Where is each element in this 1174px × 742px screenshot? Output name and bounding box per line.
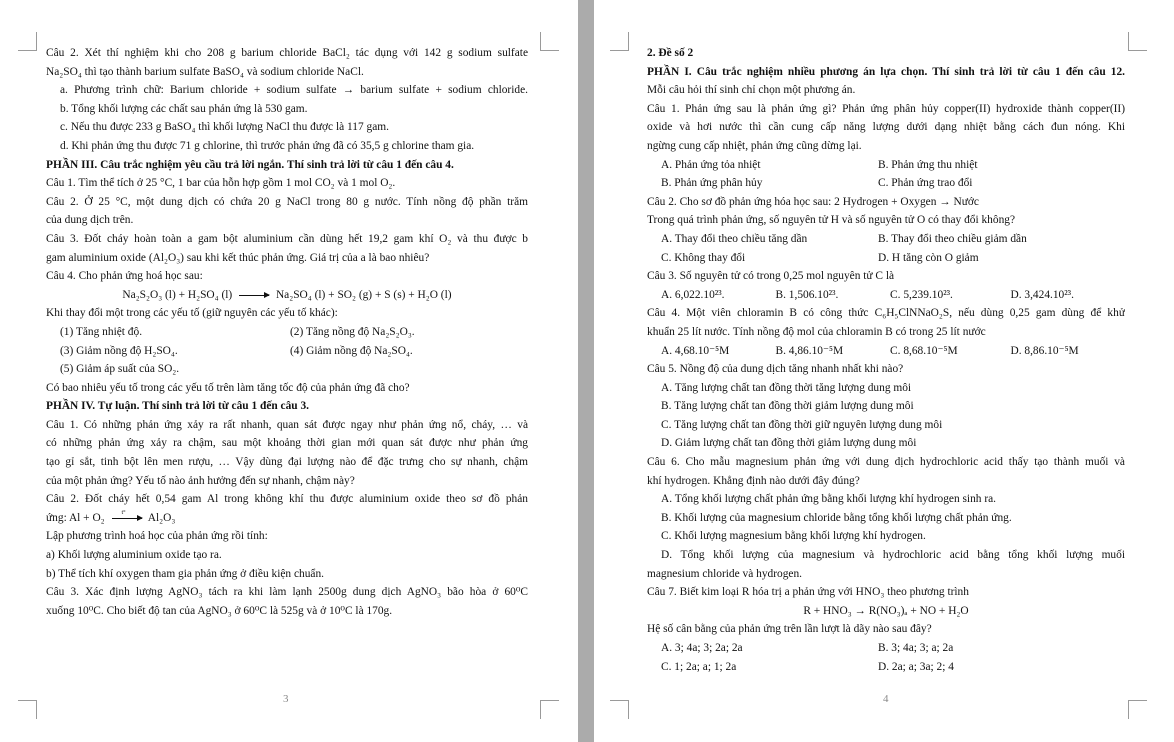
text-line: magnesium chloride và hydrogen.	[647, 567, 802, 580]
page-number: 4	[883, 693, 889, 705]
text-line: c. Nếu thu được 233 g BaSO₄ thì khối lượng NaCl thu được là 117 gam.	[60, 121, 389, 134]
text-line: d. Khi phản ứng thu được 71 g chlorine, thì trước phản ứng đã có 35,5 g chlorine tham gia.	[60, 139, 475, 152]
text-line: Có bao nhiêu yếu tố trong các yếu tố trên làm tăng tốc độ của phản ứng đã cho?	[46, 381, 410, 394]
equation: R + HNO₃ → R(NO₃)ₐ + NO + H₂O	[803, 604, 969, 617]
answer-option: B. Thay đổi theo chiều giảm dần	[878, 232, 1027, 245]
answer-option: B. 3; 4a; 3; a; 2a	[878, 642, 954, 654]
text-line: Câu 1. Tìm thể tích ở 25 °C, 1 bar của hỗn hợp gồm 1 mol CO₂ và 1 mol O₂.	[46, 177, 396, 190]
equation	[46, 509, 528, 528]
factor-item: (5) Giảm áp suất của SO₂.	[60, 363, 180, 376]
reaction-arrow-icon: t°	[112, 518, 142, 519]
text-line: khí hydrogen. Khẳng định nào dưới đây đúng?	[647, 474, 860, 487]
equation	[46, 286, 528, 305]
answer-option: C. Không thay đổi	[661, 251, 746, 264]
answer-option: D. Giảm lượng chất tan đồng thời giảm lượng dung môi	[661, 437, 917, 450]
section-heading: 2. Đề số 2	[647, 47, 694, 59]
answer-option: A. Phản ứng tỏa nhiệt	[661, 158, 761, 171]
answer-option: C. Khối lượng magnesium bằng khối lượng khí hydrogen.	[661, 530, 926, 543]
equation-reactants: Na₂S₂O₃ (l) + H₂SO₄ (l)	[122, 288, 233, 301]
text-line: Câu 3. Xác định lượng AgNO₃ tách ra khi làm lạnh 2500g dung dịch AgNO₃ bão hòa ở 60⁰C	[46, 586, 528, 599]
answer-option: C. 5,239.10²³.	[890, 288, 953, 301]
answer-row	[647, 174, 1125, 193]
text-line: Câu 1. Phản ứng sau là phản ứng gì? Phản ứng phân hủy copper(II) hydroxide thành copper(II)	[647, 102, 1125, 115]
crop-mark	[1128, 700, 1147, 719]
factor-item: (3) Giảm nồng độ H₂SO₄.	[60, 344, 178, 357]
text-line: Câu 4. Một viên chloramin B có công thức C₆H₅ClNNaO₂S, nếu dùng 0,25 gam dùng để khử	[647, 307, 1125, 320]
text-line: Na₂SO₄ thì tạo thành barium sulfate BaSO₄ và sodium chloride NaCl.	[46, 65, 364, 78]
factor-item: (1) Tăng nhiệt độ.	[60, 325, 143, 338]
answer-option: B. 1,506.10²³.	[775, 288, 839, 301]
text-line: ngừng cung cấp nhiệt, phản ứng cũng dừng lại.	[647, 139, 862, 152]
answer-option: A. 6,022.10²³.	[661, 288, 725, 301]
document-page-4	[594, 0, 1174, 742]
answer-option: B. Tăng lượng chất tan đồng thời giảm lượng dung môi	[661, 400, 914, 413]
answer-option: C. Tăng lượng chất tan đồng thời giữ nguyên lượng dung môi	[661, 418, 943, 431]
text-line: xuống 10⁰C. Cho biết độ tan của AgNO₃ ở 60⁰C là 525g và ở 10⁰C là 170g.	[46, 604, 393, 617]
text-line: a) Khối lượng aluminium oxide tạo ra.	[46, 549, 222, 562]
text-line: gam aluminium oxide (Al₂O₃) sau khi kết thúc phản ứng. Giá trị của a là bao nhiêu?	[46, 251, 430, 264]
crop-mark	[1128, 32, 1147, 51]
answer-option: A. Tăng lượng chất tan đồng thời tăng lượng dung môi	[661, 381, 912, 394]
answer-option: B. Phản ứng thu nhiệt	[878, 158, 978, 171]
crop-mark	[610, 700, 629, 719]
answer-row	[647, 658, 1125, 677]
answer-row	[647, 286, 1125, 305]
text-line: oxide và hơi nước thì cần cung cấp năng lượng dưới dạng nhiệt bằng cách đun nóng. Khi	[647, 121, 1125, 134]
answer-option: B. 4,86.10⁻⁵M	[775, 344, 844, 357]
answer-option: D. Tổng khối lượng của magnesium và hydrochloric acid bằng tổng khối lượng muối	[661, 549, 1125, 562]
text-line: Lập phương trình hoá học của phản ứng rồi tính:	[46, 530, 268, 543]
equation-products: Na₂SO₄ (l) + SO₂ (g) + S (s) + H₂O (l)	[275, 288, 452, 301]
answer-option: A. 4,68.10⁻⁵M	[661, 344, 730, 357]
text-line: b. Tổng khối lượng các chất sau phản ứng là 530 gam.	[60, 102, 308, 115]
answer-option: A. Tổng khối lượng chất phản ứng bằng khối lượng khí hydrogen sinh ra.	[661, 493, 997, 506]
answer-option: B. Khối lượng của magnesium chloride bằng tổng khối lượng chất phản ứng.	[661, 511, 1012, 524]
text-line: Câu 3. Đốt cháy hoàn toàn a gam bột aluminium cần dùng hết 19,2 gam khí O₂ và thu được b	[46, 232, 528, 245]
answer-row	[647, 639, 1125, 658]
crop-mark	[18, 700, 37, 719]
text-line: của dung dịch trên.	[46, 214, 134, 227]
text-line: có những phản ứng xảy ra chậm, sau một khoảng thời gian mới quan sát được như phản ứng	[46, 437, 528, 450]
document-page-3	[0, 0, 578, 742]
text-line: Câu 5. Nồng độ của dung dịch tăng nhanh nhất khi nào?	[647, 363, 904, 376]
text-line: b) Thể tích khí oxygen tham gia phản ứng ở điều kiện chuẩn.	[46, 567, 325, 580]
answer-option: A. Thay đổi theo chiều tăng dần	[661, 232, 808, 245]
crop-mark	[18, 32, 37, 51]
text-line: khuẩn 25 lít nước. Tính nồng độ mol của chloramin B có trong 25 lít nước	[647, 325, 986, 338]
factor-item: (4) Giảm nồng độ Na₂SO₄.	[290, 344, 413, 357]
text-line: của một phản ứng? Yếu tố nào ảnh hưởng đến sự nhanh, chậm này?	[46, 474, 355, 487]
text-line: tạo gỉ sắt, tinh bột lên men rượu, … Vậy dùng đại lượng nào để đặc trưng cho sự nhanh, chậm	[46, 456, 528, 469]
factor-item: (2) Tăng nồng độ Na₂S₂O₃.	[290, 325, 415, 338]
factor-row	[46, 342, 528, 361]
text-line: Câu 1. Có những phản ứng xảy ra rất nhanh, quan sát được ngay như phản ứng nổ, cháy, … và	[46, 418, 528, 431]
page-number: 3	[283, 693, 289, 705]
text-line: Câu 2. Xét thí nghiệm khi cho 208 g barium chloride BaCl₂ tác dụng với 142 g sodium sulfate	[46, 47, 528, 59]
answer-row	[647, 249, 1125, 268]
text-line: Câu 2. Đốt cháy hết 0,54 gam Al trong không khí thu được aluminium oxide theo sơ đồ phản	[46, 493, 528, 506]
answer-row	[647, 156, 1125, 175]
crop-mark	[540, 700, 559, 719]
answer-option: A. 3; 4a; 3; 2a; 2a	[661, 642, 743, 654]
answer-option: D. 2a; a; 3a; 2; 4	[878, 660, 954, 673]
crop-mark	[540, 32, 559, 51]
section-heading: PHẦN IV. Tự luận. Thí sinh trả lời từ câu 1 đến câu 3.	[46, 400, 310, 413]
text-line: Trong quá trình phản ứng, số nguyên tử H và số nguyên tử O có thay đổi không?	[647, 214, 1016, 227]
crop-mark	[610, 32, 629, 51]
section-heading: PHẦN I. Câu trắc nghiệm nhiều phương án lựa chọn. Thí sinh trả lời từ câu 1 đến câu 12.	[647, 65, 1125, 78]
answer-option: D. 8,86.10⁻⁵M	[1010, 344, 1079, 357]
text-line: Câu 2. Cho sơ đồ phản ứng hóa học sau: 2 Hydrogen + Oxygen → Nước	[647, 195, 979, 208]
text-line: Khi thay đổi một trong các yếu tố (giữ nguyên các yếu tố khác):	[46, 307, 338, 320]
answer-row	[647, 230, 1125, 249]
text-line: Hệ số cân bằng của phản ứng trên lần lượt là dãy nào sau đây?	[647, 623, 932, 636]
page-3-content	[46, 44, 528, 620]
answer-option: C. Phản ứng trao đổi	[878, 177, 973, 190]
answer-option: D. H tăng còn O giảm	[878, 251, 979, 264]
text-line: Câu 6. Cho mẫu magnesium phản ứng với dung dịch hydrochloric acid thấy tạo thành muối và	[647, 456, 1125, 469]
answer-row	[647, 342, 1125, 361]
reaction-arrow-icon	[239, 295, 269, 296]
answer-option: C. 1; 2a; a; 1; 2a	[661, 660, 737, 673]
section-heading: PHẦN III. Câu trắc nghiệm yêu cầu trả lời ngắn. Thí sinh trả lời từ câu 1 đến câu 4.	[46, 158, 454, 171]
equation-reactants: ứng: Al + O₂	[46, 511, 105, 524]
answer-option: D. 3,424.10²³.	[1010, 288, 1074, 301]
text-line: a. Phương trình chữ: Barium chloride + sodium sulfate → barium sulfate + sodium chloride.	[60, 84, 528, 97]
answer-option: C. 8,68.10⁻⁵M	[890, 344, 958, 357]
text-line: Mỗi câu hỏi thí sinh chỉ chọn một phương án.	[647, 84, 856, 97]
text-line: Câu 4. Cho phản ứng hoá học sau:	[46, 270, 203, 283]
text-line: Câu 3. Số nguyên tử có trong 0,25 mol nguyên tử C là	[647, 270, 895, 283]
factor-row	[46, 323, 528, 342]
equation-products: Al₂O₃	[147, 511, 176, 524]
text-line: Câu 7. Biết kim loại R hóa trị a phản ứng với HNO₃ theo phương trình	[647, 586, 969, 599]
page-4-content	[647, 44, 1125, 676]
text-line: Câu 2. Ở 25 °C, một dung dịch có chứa 20 g NaCl trong 80 g nước. Tính nồng độ phần trăm	[46, 195, 528, 208]
answer-option: B. Phản ứng phân hủy	[661, 177, 763, 190]
